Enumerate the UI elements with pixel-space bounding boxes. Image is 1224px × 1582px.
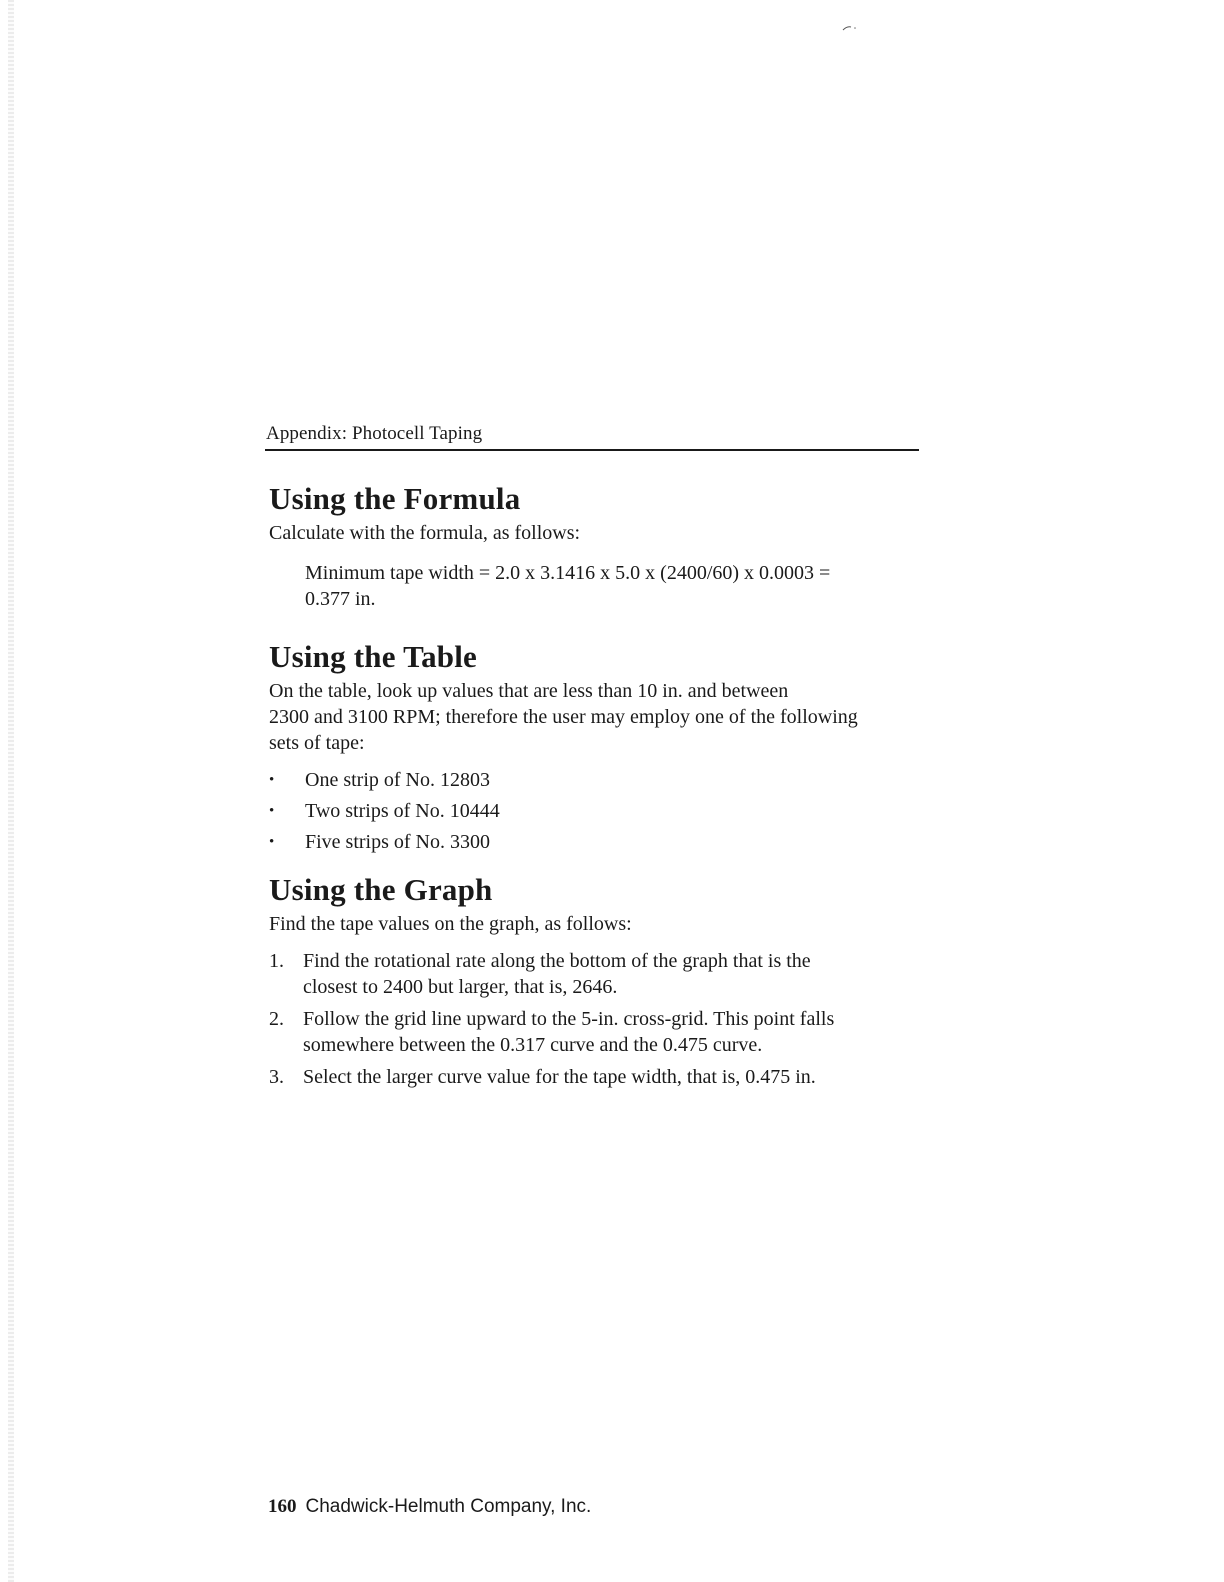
section-heading-formula: Using the Formula [269,481,521,516]
step-number: 3. [269,1066,284,1088]
graph-steps-list [269,948,919,1090]
section-heading-table: Using the Table [269,639,478,674]
table-intro [269,678,919,756]
page-footer [268,1495,591,1519]
step-text: Find the rotational rate along the bottom of the graph that is the [303,950,811,972]
scan-speck-mark [842,22,858,32]
step-item [269,948,903,1000]
step-number: 2. [269,1008,284,1030]
formula-intro: Calculate with the formula, as follows: [269,522,581,544]
step-text: closest to 2400 but larger, that is, 2646. [303,976,618,998]
company-name: Chadwick-Helmuth Company, Inc. [305,1496,592,1517]
step-text: somewhere between the 0.317 curve and the 0.475 curve. [303,1034,763,1056]
bullet-icon: • [269,803,275,819]
step-item [269,1064,903,1090]
list-item-text: Five strips of No. 3300 [305,831,490,853]
table-intro-line: 2300 and 3100 RPM; therefore the user may employ one of the following [269,706,858,728]
page-content [269,478,919,1096]
list-item [269,829,919,855]
formula-result: 0.377 in. [305,588,376,610]
scan-edge-artifact [8,0,14,1582]
running-header-text: Appendix: Photocell Taping [266,423,483,444]
running-header [265,423,919,451]
section-using-table [269,636,919,855]
step-item [269,1006,903,1058]
list-item-text: One strip of No. 12803 [305,769,490,791]
step-text: Select the larger curve value for the tape width, that is, 0.475 in. [303,1066,816,1088]
list-item-text: Two strips of No. 10444 [305,800,500,822]
section-using-graph [269,869,919,1090]
bullet-icon: • [269,834,275,850]
step-number: 1. [269,950,284,972]
table-intro-line: sets of tape: [269,732,365,754]
section-using-formula [269,478,919,612]
list-item [269,767,919,793]
formula-block [305,560,905,612]
formula-line: Minimum tape width = 2.0 x 3.1416 x 5.0 x (2400/60) x 0.0003 = [305,562,831,584]
graph-intro: Find the tape values on the graph, as follows: [269,913,632,935]
tape-options-list [269,767,919,855]
step-text: Follow the grid line upward to the 5-in. cross-grid. This point falls [303,1008,835,1030]
list-item [269,798,919,824]
table-intro-line: On the table, look up values that are less than 10 in. and between [269,680,789,702]
page-number: 160 [268,1496,297,1517]
section-heading-graph: Using the Graph [269,872,493,907]
bullet-icon: • [269,772,275,788]
